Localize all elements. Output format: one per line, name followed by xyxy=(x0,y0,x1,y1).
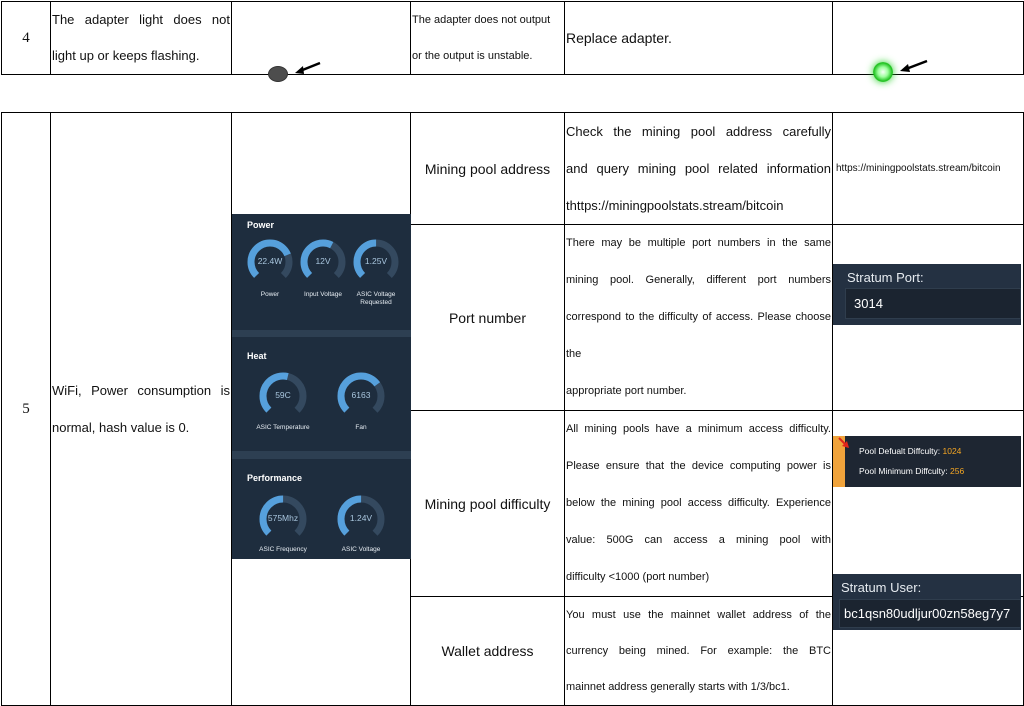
description-line: and query mining pool related information xyxy=(566,161,831,176)
item-name: Port number xyxy=(411,225,565,411)
gauge-label: Fan xyxy=(355,424,367,431)
gauge-dashboard-screenshot xyxy=(232,214,411,559)
table-row xyxy=(2,113,1024,225)
gauge xyxy=(352,238,400,286)
item-name: Mining pool address xyxy=(411,113,565,225)
gauge-label: ASIC Voltage xyxy=(341,546,381,553)
item-description xyxy=(565,113,833,225)
gauge xyxy=(246,238,294,286)
pool-minimum-difficulty-value: 256 xyxy=(950,466,965,476)
cause-line: The adapter does not output xyxy=(412,14,551,26)
stratum-user-field: bc1qsn80udljur00zn58eg7y7 xyxy=(839,599,1021,628)
description-line: Please ensure that the device computing power is xyxy=(566,460,831,472)
pool-minimum-difficulty xyxy=(859,466,964,476)
stratum-user-screenshot xyxy=(833,574,1021,630)
cause-line: or the output is unstable. xyxy=(412,50,533,62)
item-description xyxy=(565,225,833,411)
gauge xyxy=(258,494,308,544)
adapter-led-on xyxy=(873,62,893,82)
description-line: correspond to the difficulty of access. Please choose the xyxy=(566,311,831,360)
description-line: difficulty <1000 (port number) xyxy=(566,571,710,583)
panel-title: Performance xyxy=(247,473,303,483)
pool-minimum-difficulty-label: Pool Minimum Diffculty: xyxy=(859,466,948,476)
symptom-cell xyxy=(51,113,232,706)
description-line: Check the mining pool address carefully xyxy=(566,124,831,139)
pool-default-difficulty xyxy=(859,446,961,456)
symptom-line: WiFi, Power consumption is xyxy=(52,383,230,398)
panel-title: Power xyxy=(247,220,275,230)
gauge-value: 12V xyxy=(315,256,331,266)
cause-cell xyxy=(411,2,565,75)
description-line: below the mining pool access difficulty. Experience xyxy=(566,497,831,509)
stratum-user-label: Stratum User: xyxy=(841,580,922,595)
solution-cell: Replace adapter. xyxy=(565,2,833,75)
gauge-label: ASIC Temperature xyxy=(256,424,310,431)
troubleshoot-table-row-4 xyxy=(1,1,1024,75)
symptom-line: The adapter light does not xyxy=(52,12,230,27)
gauge-value: 6163 xyxy=(351,390,371,400)
item-description xyxy=(565,411,833,597)
adapter-off-photo-cell xyxy=(232,2,411,75)
symptom-line: light up or keeps flashing. xyxy=(52,48,200,63)
gauge-value: 1.25V xyxy=(364,256,388,266)
symptom-line: normal, hash value is 0. xyxy=(52,420,190,435)
pool-default-difficulty-value: 1024 xyxy=(942,446,962,456)
description-line: currency being mined. For example: the BTC xyxy=(566,645,831,657)
arrow-icon xyxy=(897,58,929,74)
symptom-cell xyxy=(51,2,232,75)
gauge-label: Input Voltage xyxy=(304,291,342,298)
gauge xyxy=(258,371,308,421)
stratum-port-field: 3014 xyxy=(845,288,1021,319)
description-line: thttps://miningpoolstats.stream/bitcoin xyxy=(566,198,784,213)
description-line: All mining pools have a minimum access difficulty. xyxy=(566,423,831,435)
description-line: You must use the mainnet wallet address of the xyxy=(566,609,831,621)
gauge-value: 575Mhz xyxy=(267,513,299,523)
row-number: 4 xyxy=(2,2,51,75)
description-line: There may be multiple port numbers in the same xyxy=(566,237,831,249)
gauge-value: 59C xyxy=(275,390,291,400)
pool-link-cell: https://miningpoolstats.stream/bitcoin xyxy=(833,113,1024,225)
gauge-value: 1.24V xyxy=(349,513,373,523)
row-number: 5 xyxy=(2,113,51,706)
difficulty-screenshot xyxy=(833,436,1021,487)
description-line: mainnet address generally starts with 1/3/bc1. xyxy=(566,681,790,693)
gauge xyxy=(336,371,386,421)
table-row xyxy=(2,2,1024,75)
adapter-led-off xyxy=(268,66,288,82)
gauge-label: ASIC Frequency xyxy=(259,546,307,553)
arrow-icon xyxy=(837,436,851,450)
description-line: appropriate port number. xyxy=(566,385,687,397)
gauge xyxy=(299,238,347,286)
gauge-value: 22.4W xyxy=(257,256,283,266)
adapter-on-photo-cell xyxy=(833,2,1024,75)
pool-default-difficulty-label: Pool Defualt Diffculty: xyxy=(859,446,941,456)
panel-title: Heat xyxy=(247,351,267,361)
gauge xyxy=(336,494,386,544)
item-name: Mining pool difficulty xyxy=(411,411,565,597)
item-name: Wallet address xyxy=(411,597,565,706)
item-description xyxy=(565,597,833,706)
stratum-port-screenshot xyxy=(833,264,1021,325)
gauge-label: ASIC Voltage Requested xyxy=(356,291,396,306)
arrow-icon xyxy=(292,60,322,76)
description-line: value: 500G can access a mining pool with xyxy=(566,534,831,546)
description-line: mining pool. Generally, different port numbers xyxy=(566,274,831,286)
gauge-label: Power xyxy=(260,291,280,298)
stratum-port-label: Stratum Port: xyxy=(847,270,924,285)
